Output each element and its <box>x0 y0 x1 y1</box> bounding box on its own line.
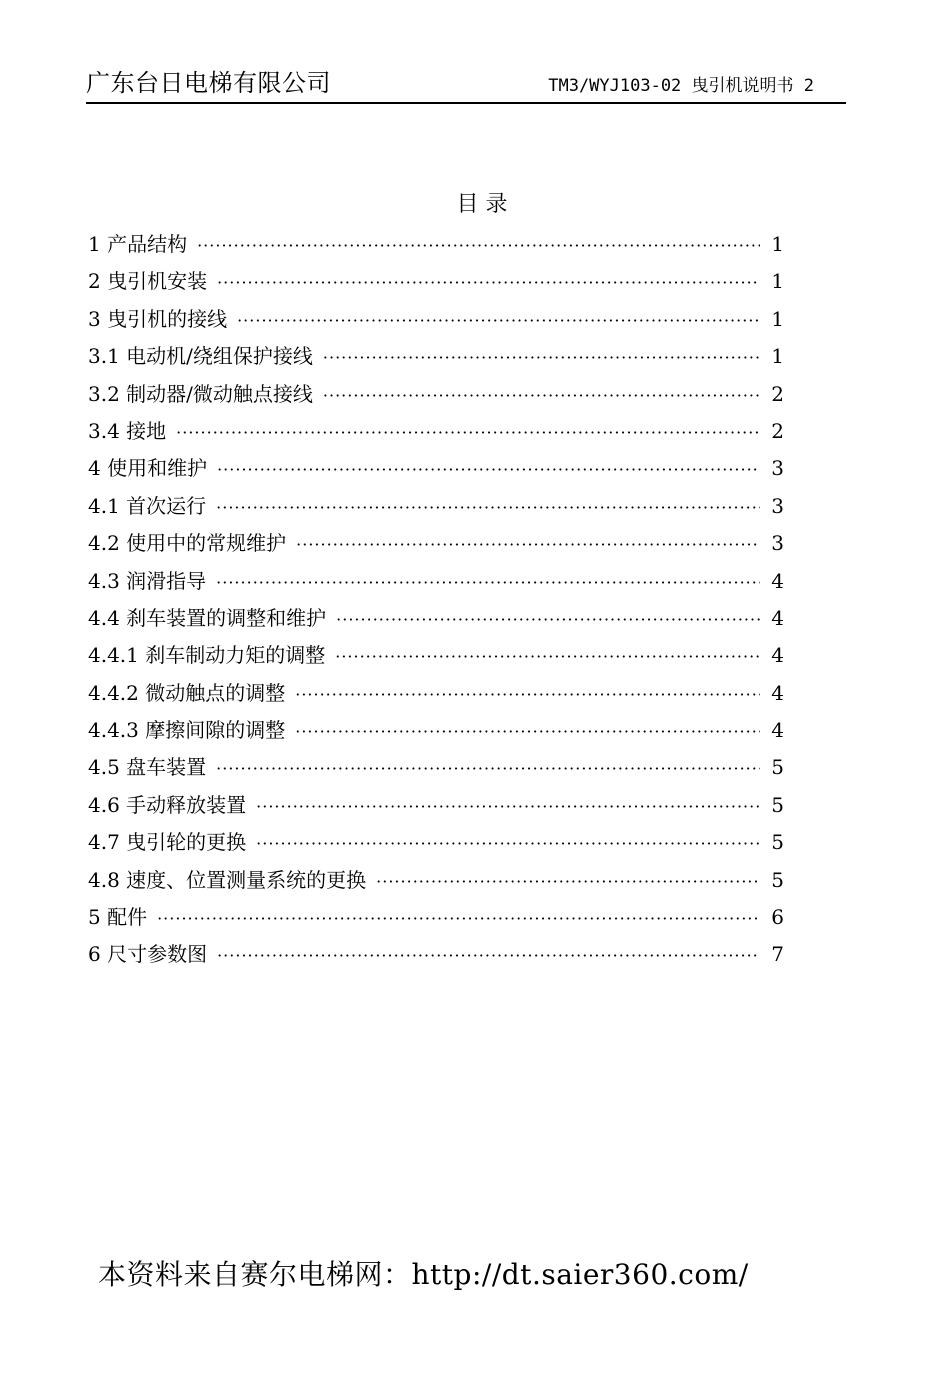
toc-entry-label: 5 配件 <box>88 905 148 930</box>
toc-title: 目 录 <box>456 192 508 217</box>
toc-entry <box>88 376 784 413</box>
toc-leader-dots <box>237 302 760 339</box>
toc-leader-dots <box>256 825 760 862</box>
toc-leader-dots <box>336 601 760 638</box>
toc-entry-page: 5 <box>771 755 784 780</box>
toc-entry-page: 5 <box>771 830 784 855</box>
toc-entry-label: 2 曳引机安装 <box>88 269 208 294</box>
toc-entry <box>88 263 784 300</box>
toc-leader-dots <box>217 937 760 974</box>
toc-entry <box>88 749 784 786</box>
toc-entry <box>88 637 784 674</box>
toc-entry-label: 4.7 曳引轮的更换 <box>88 830 247 855</box>
toc-entry-label: 6 尺寸参数图 <box>88 942 208 967</box>
toc-leader-dots <box>217 264 760 301</box>
toc-entry-page: 4 <box>771 643 784 668</box>
toc-entry <box>88 936 784 973</box>
toc-entry-label: 4.1 首次运行 <box>88 493 207 518</box>
toc-entry <box>88 600 784 637</box>
toc-entry-label: 4.8 速度、位置测量系统的更换 <box>88 867 367 892</box>
toc-leader-dots <box>295 713 760 750</box>
toc-entry-label: 3 曳引机的接线 <box>88 306 228 331</box>
toc-entry-label: 3.4 接地 <box>88 418 167 443</box>
toc-entry-page: 5 <box>771 867 784 892</box>
toc-entry <box>88 450 784 487</box>
toc-entry-label: 4.4 刹车装置的调整和维护 <box>88 605 327 630</box>
toc-entry-page: 4 <box>771 605 784 630</box>
toc-entry <box>88 488 784 525</box>
toc-entry <box>88 824 784 861</box>
toc-entry-label: 4.2 使用中的常规维护 <box>88 531 287 556</box>
toc-leader-dots <box>323 377 760 414</box>
toc-entry-page: 2 <box>771 418 784 443</box>
toc-entry-page: 7 <box>771 942 784 967</box>
toc-entry-label: 3.2 制动器/微动触点接线 <box>88 381 313 406</box>
toc-entry-page: 3 <box>771 531 784 556</box>
page-header <box>86 68 846 104</box>
toc-entry <box>88 226 784 263</box>
toc-entry-page: 1 <box>771 269 784 294</box>
toc-entry-label: 4.4.3 摩擦间隙的调整 <box>88 718 286 743</box>
toc-leader-dots <box>376 863 760 900</box>
toc-entry-label: 4.6 手动释放装置 <box>88 792 247 817</box>
toc-entry <box>88 787 784 824</box>
toc-leader-dots <box>295 676 760 713</box>
toc-entry-page: 1 <box>771 344 784 369</box>
table-of-contents <box>88 226 784 974</box>
toc-entry-page: 2 <box>771 381 784 406</box>
toc-entry <box>88 301 784 338</box>
toc-leader-dots <box>256 788 760 825</box>
company-name: 广东台日电梯有限公司 <box>86 69 331 97</box>
toc-entry-page: 4 <box>771 568 784 593</box>
toc-entry-page: 4 <box>771 680 784 705</box>
toc-leader-dots <box>176 414 760 451</box>
toc-entry-label: 4.4.2 微动触点的调整 <box>88 680 286 705</box>
toc-leader-dots <box>216 564 760 601</box>
toc-leader-dots <box>157 900 760 937</box>
source-footer: 本资料来自赛尔电梯网：http://dt.saier360.com/ <box>98 1258 749 1291</box>
toc-entry-label: 4.5 盘车装置 <box>88 755 207 780</box>
toc-leader-dots <box>323 339 760 376</box>
toc-entry <box>88 413 784 450</box>
toc-entry <box>88 563 784 600</box>
toc-entry-page: 1 <box>771 306 784 331</box>
toc-entry-label: 4.3 润滑指导 <box>88 568 207 593</box>
toc-entry-label: 4.4.1 刹车制动力矩的调整 <box>88 643 326 668</box>
toc-leader-dots <box>217 451 760 488</box>
toc-entry-page: 3 <box>771 493 784 518</box>
toc-leader-dots <box>216 750 760 787</box>
toc-entry-page: 3 <box>771 456 784 481</box>
toc-entry <box>88 899 784 936</box>
toc-entry <box>88 338 784 375</box>
toc-leader-dots <box>335 638 760 675</box>
toc-entry-page: 1 <box>771 232 784 256</box>
toc-entry <box>88 525 784 562</box>
toc-leader-dots <box>296 526 760 563</box>
toc-entry <box>88 675 784 712</box>
toc-entry <box>88 712 784 749</box>
toc-entry-label: 3.1 电动机/绕组保护接线 <box>88 344 313 369</box>
toc-entry-page: 6 <box>771 905 784 930</box>
document-reference: TM3/WYJ103-02 曳引机说明书 2 <box>548 76 814 96</box>
toc-entry <box>88 862 784 899</box>
toc-leader-dots <box>216 489 760 526</box>
toc-entry-label: 1 产品结构 <box>88 232 188 256</box>
toc-entry-label: 4 使用和维护 <box>88 456 208 481</box>
toc-leader-dots <box>197 227 760 264</box>
toc-entry-page: 4 <box>771 718 784 743</box>
toc-entry-page: 5 <box>771 792 784 817</box>
